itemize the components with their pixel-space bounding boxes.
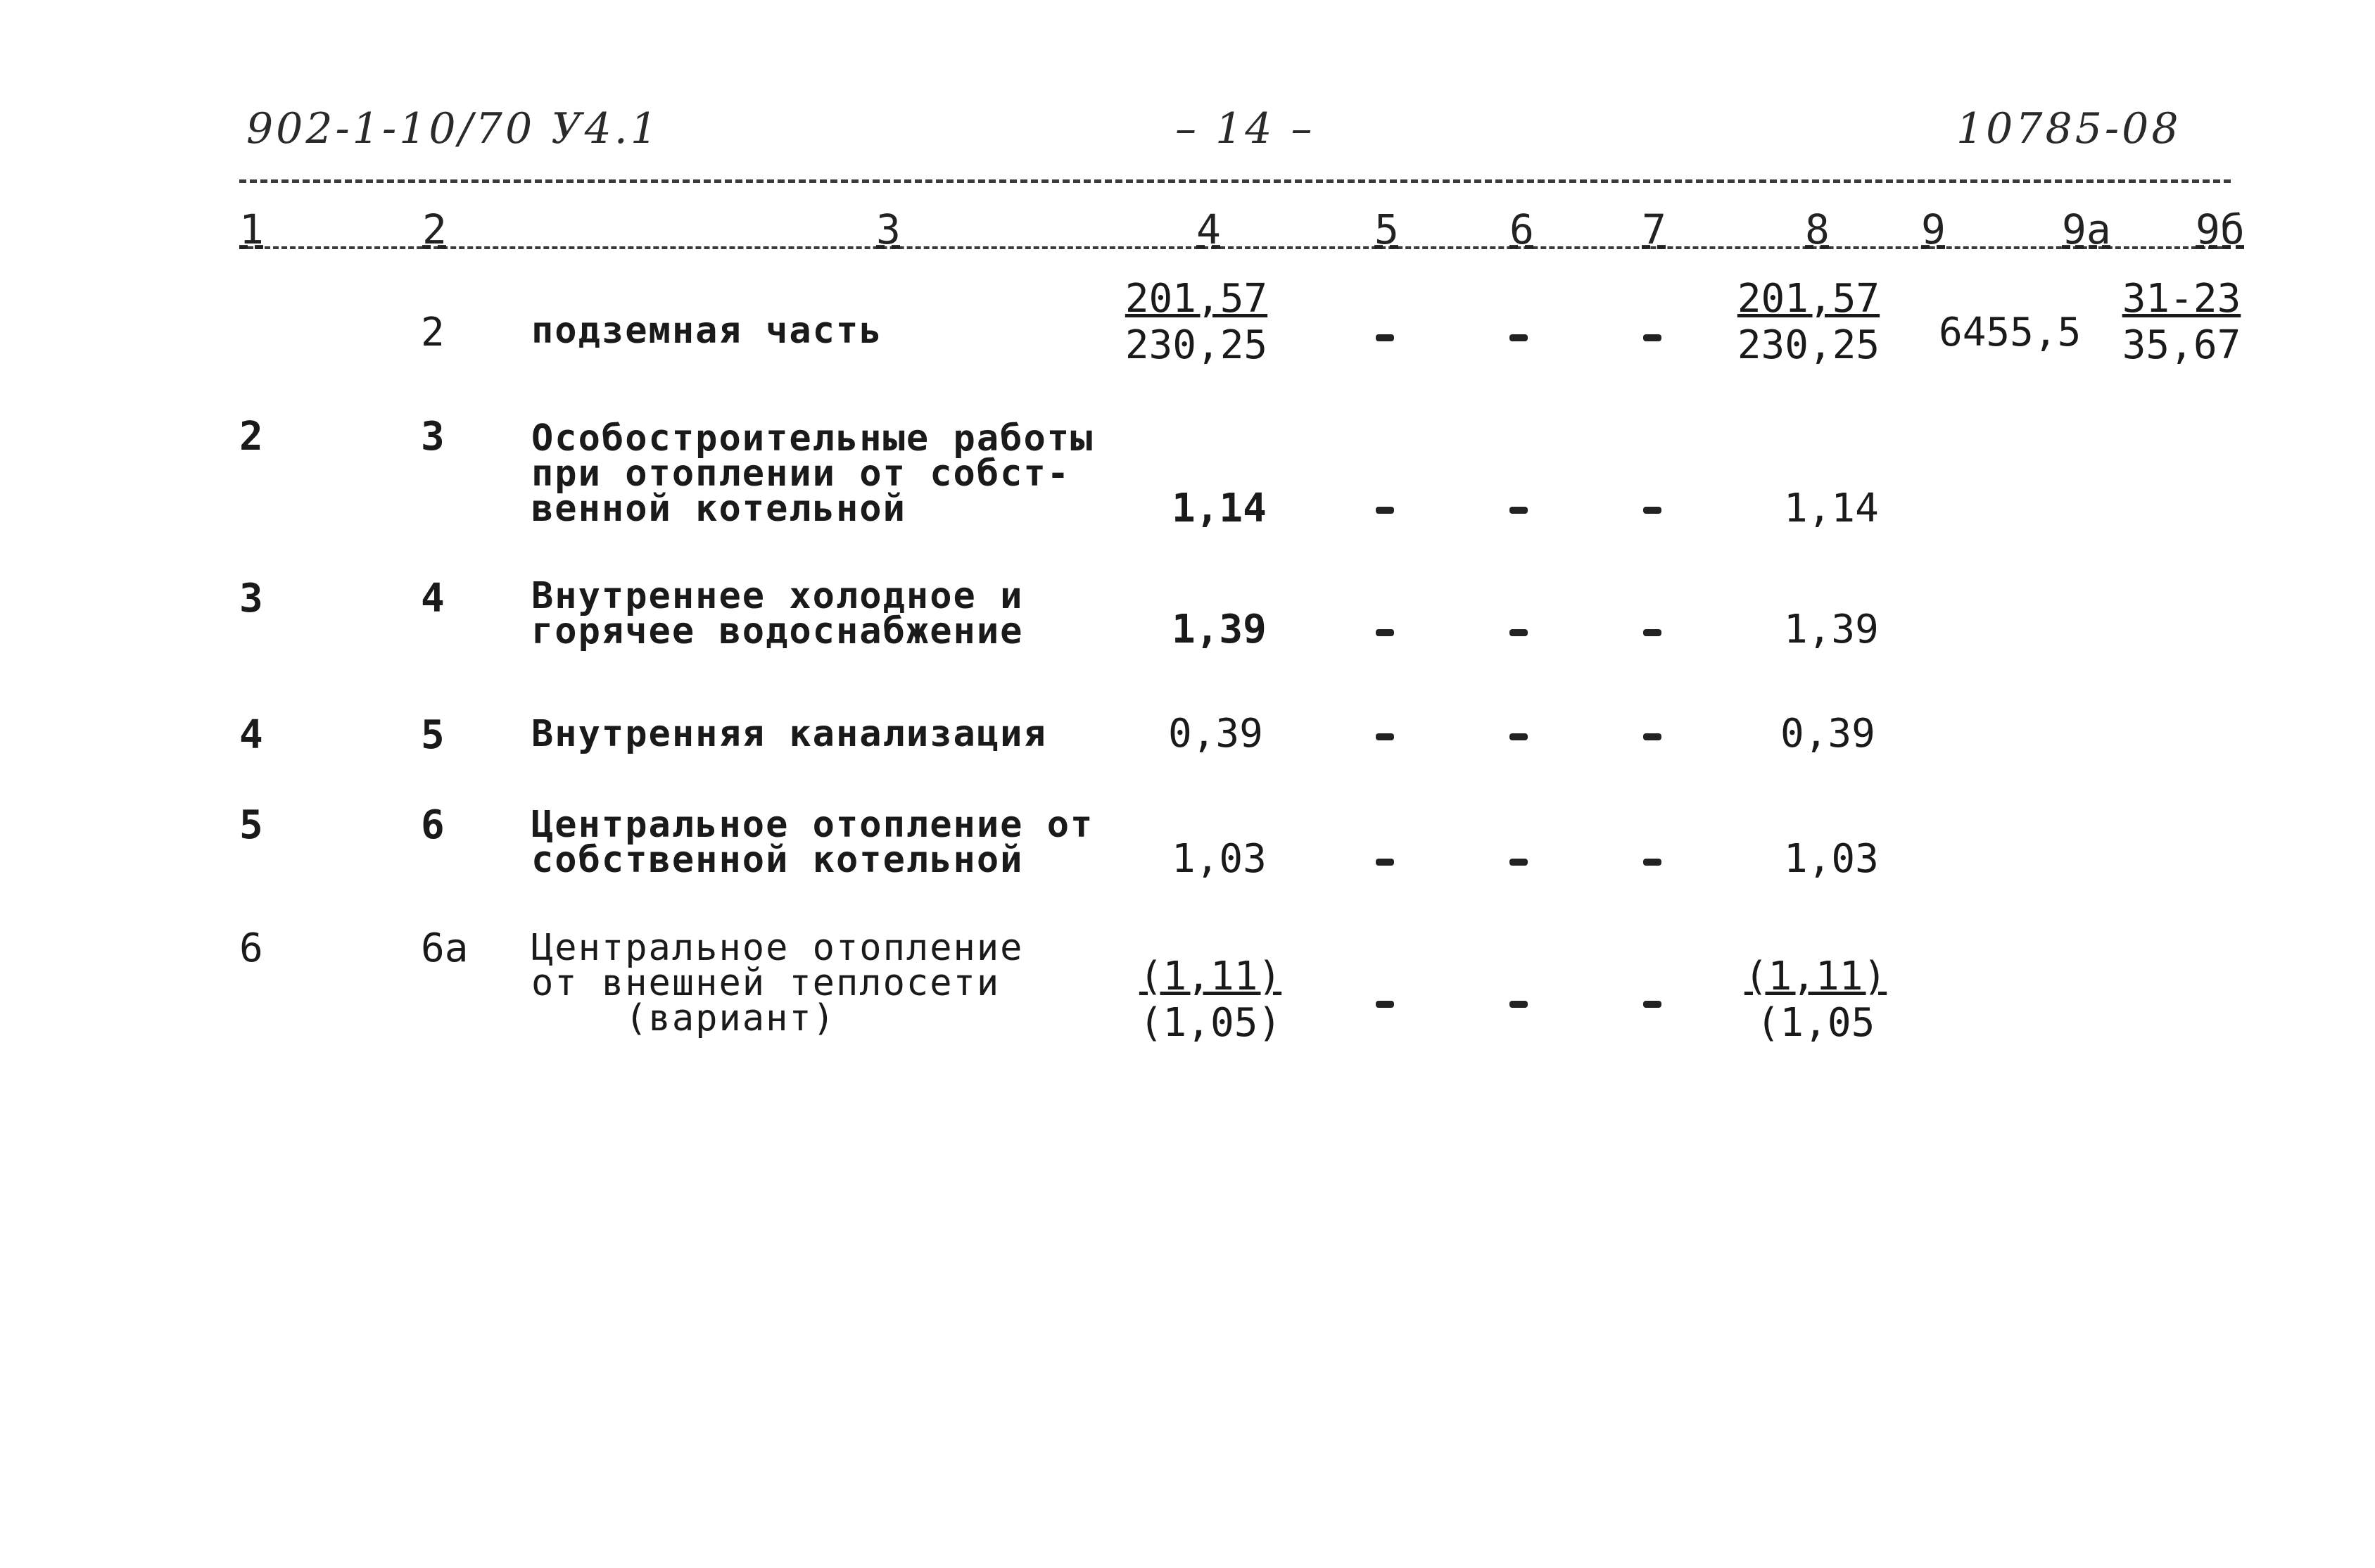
empty-dash (1509, 733, 1528, 740)
fraction-numerator: (1,11) (1744, 954, 1887, 999)
row-col-4: 1,14 (1172, 486, 1267, 531)
row-col-4-fraction (1112, 276, 1281, 369)
fraction-numerator: 31-23 (2122, 276, 2241, 322)
row-col-8-fraction (1731, 954, 1900, 1047)
row-description: Центральное отопление от внешней теплосети (вариант) (531, 927, 1024, 1039)
col-header-7: 7 (1642, 206, 1666, 253)
row-col-2: 3 (421, 414, 445, 460)
row-col-8: 1,03 (1784, 836, 1879, 882)
row-col-1: 4 (239, 712, 263, 758)
row-col-8-fraction (1724, 276, 1893, 369)
row-col-4: 1,03 (1172, 836, 1267, 882)
fraction-denominator: (1,05) (1139, 1000, 1282, 1046)
row-col-1: 3 (239, 576, 263, 621)
empty-dash (1509, 859, 1528, 866)
col-header-9a: 9а (2062, 206, 2111, 253)
row-description: подземная часть (531, 310, 883, 352)
fraction-denominator: (1,05 (1756, 1000, 1875, 1046)
col-header-2: 2 (422, 206, 447, 253)
col-header-3: 3 (876, 206, 901, 253)
fraction-denominator: 35,67 (2122, 322, 2241, 368)
empty-dash (1509, 1001, 1528, 1008)
empty-dash (1643, 507, 1661, 514)
col-header-5: 5 (1374, 206, 1399, 253)
row-col-9b-fraction (2111, 276, 2252, 369)
row-col-2: 6 (421, 802, 445, 848)
col-header-6: 6 (1509, 206, 1534, 253)
empty-dash (1643, 859, 1661, 866)
row-col-4: 1,39 (1172, 607, 1267, 652)
col-header-8: 8 (1805, 206, 1830, 253)
fraction-denominator: 230,25 (1737, 322, 1880, 368)
col-header-1: 1 (239, 206, 264, 253)
row-description: Особостроительные работы при отоплении от собст- венной котельной (531, 417, 1094, 530)
row-col-1: 5 (239, 802, 263, 848)
top-rule (239, 179, 2231, 183)
row-col-2: 2 (421, 310, 445, 355)
row-col-8: 0,39 (1780, 711, 1875, 757)
fraction-numerator: (1,11) (1139, 954, 1282, 999)
empty-dash (1376, 1001, 1394, 1008)
empty-dash (1509, 507, 1528, 514)
fraction-denominator: 230,25 (1125, 322, 1268, 368)
empty-dash (1376, 629, 1394, 636)
document-code: 902-1-10/70 У4.1 (246, 104, 661, 153)
empty-dash (1643, 334, 1661, 341)
empty-dash (1376, 733, 1394, 740)
row-col-8: 1,14 (1784, 486, 1879, 531)
row-col-2: 5 (421, 712, 445, 758)
col-header-9: 9 (1921, 206, 1946, 253)
fraction-numerator: 201,57 (1125, 276, 1268, 322)
empty-dash (1643, 629, 1661, 636)
empty-dash (1376, 507, 1394, 514)
empty-dash (1509, 629, 1528, 636)
row-col-4-fraction (1126, 954, 1295, 1047)
empty-dash (1643, 733, 1661, 740)
empty-dash (1509, 334, 1528, 341)
empty-dash (1376, 859, 1394, 866)
row-col-2: 4 (421, 576, 445, 621)
reference-number: 10785-08 (1956, 104, 2181, 153)
row-col-9: 6455,5 (1939, 310, 2082, 355)
row-col-1: 2 (239, 414, 263, 460)
empty-dash (1643, 1001, 1661, 1008)
row-description: Центральное отопление от собственной котельной (531, 804, 1094, 881)
col-header-4: 4 (1196, 206, 1221, 253)
row-col-4: 0,39 (1168, 711, 1263, 757)
row-col-1: 6 (239, 925, 263, 971)
row-description: Внутреннее холодное и горячее водоснабжение (531, 575, 1024, 652)
empty-dash (1376, 334, 1394, 341)
col-header-9b: 9б (2196, 206, 2245, 253)
row-col-2: 6а (421, 925, 469, 971)
row-description: Внутренняя канализация (531, 713, 1047, 755)
page-number: – 14 – (1175, 104, 1315, 153)
row-col-8: 1,39 (1784, 607, 1879, 652)
fraction-numerator: 201,57 (1737, 276, 1880, 322)
